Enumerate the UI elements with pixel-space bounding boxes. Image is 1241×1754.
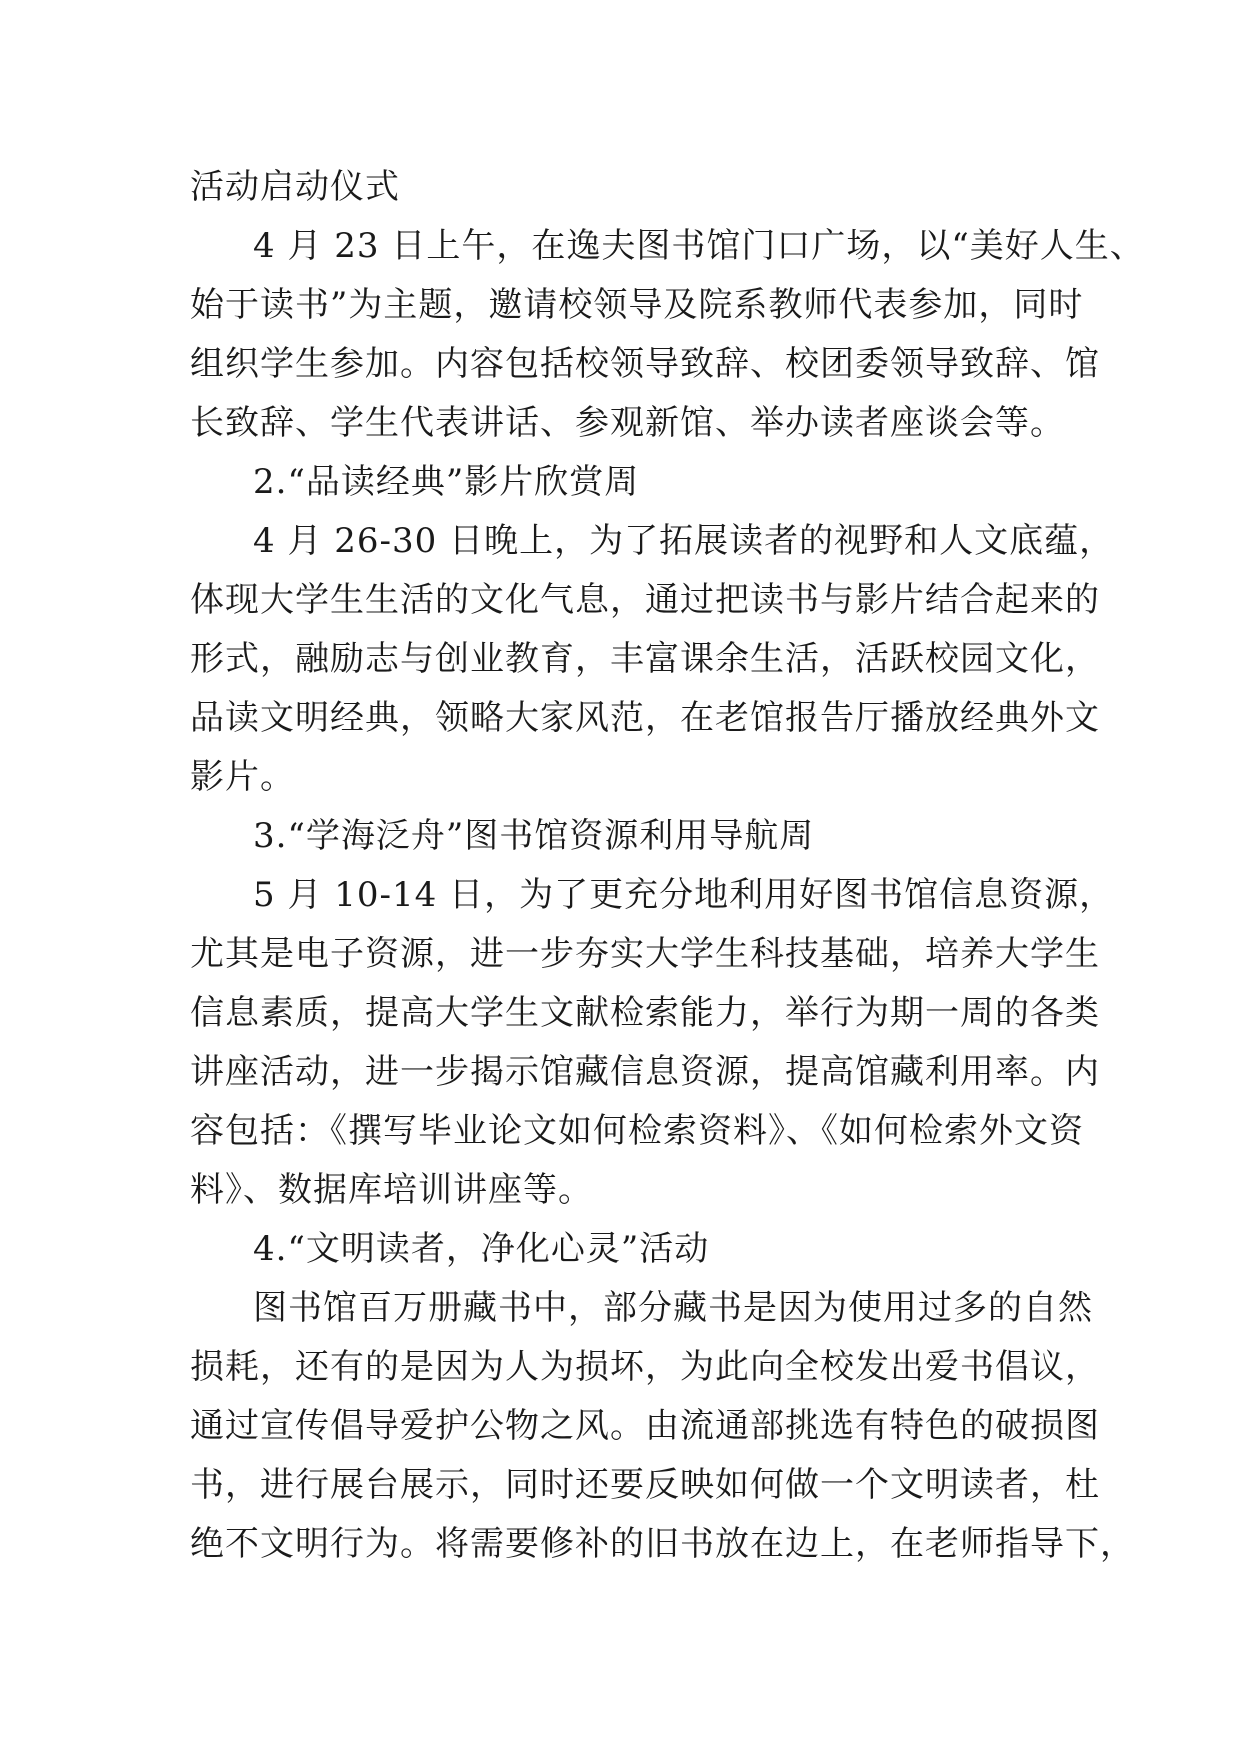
text-line: 始于读书”为主题，邀请校领导及院系教师代表参加，同时 [190,285,1084,325]
text-line: 损耗，还有的是因为人为损坏，为此向全校发出爱书倡议， [190,1347,1100,1387]
paragraph-first-line: 4 月 26-30 日晚上，为了拓展读者的视野和人文底蕴， [253,521,1115,561]
text-line: 长致辞、学生代表讲话、参观新馆、举办读者座谈会等。 [190,403,1065,443]
text-line: 绝不文明行为。将需要修补的旧书放在边上，在老师指导下， [190,1524,1135,1564]
paragraph-first-line: 3.“学海泛舟”图书馆资源利用导航周 [253,816,815,856]
text-line: 尤其是电子资源，进一步夯实大学生科技基础，培养大学生 [190,934,1100,974]
paragraph-first-line: 5 月 10-14 日，为了更充分地利用好图书馆信息资源， [253,875,1115,915]
text-line: 品读文明经典，领略大家风范，在老馆报告厅播放经典外文 [190,698,1100,738]
paragraph-first-line: 2.“品读经典”影片欣赏周 [253,462,640,502]
text-line: 料》、数据库培训讲座等。 [190,1170,593,1210]
text-line: 影片。 [190,757,295,797]
text-line: 通过宣传倡导爱护公物之风。由流通部挑选有特色的破损图 [190,1406,1100,1446]
text-line: 信息素质，提高大学生文献检索能力，举行为期一周的各类 [190,993,1100,1033]
paragraph-first-line: 图书馆百万册藏书中，部分藏书是因为使用过多的自然 [253,1288,1093,1328]
document-body [190,158,1145,1574]
text-line: 容包括：《撰写毕业论文如何检索资料》、《如何检索外文资 [190,1111,1084,1151]
paragraph-first-line: 4.“文明读者，净化心灵”活动 [253,1229,710,1269]
text-line: 书，进行展台展示，同时还要反映如何做一个文明读者，杜 [190,1465,1100,1505]
text-line: 组织学生参加。内容包括校领导致辞、校团委领导致辞、馆 [190,344,1100,384]
text-line: 体现大学生生活的文化气息，通过把读书与影片结合起来的 [190,580,1100,620]
text-line: 讲座活动，进一步揭示馆藏信息资源，提高馆藏利用率。内 [190,1052,1100,1092]
text-line: 活动启动仪式 [190,167,400,207]
text-line: 形式，融励志与创业教育，丰富课余生活，活跃校园文化， [190,639,1100,679]
paragraph-first-line: 4 月 23 日上午，在逸夫图书馆门口广场，以“美好人生、 [253,226,1145,266]
